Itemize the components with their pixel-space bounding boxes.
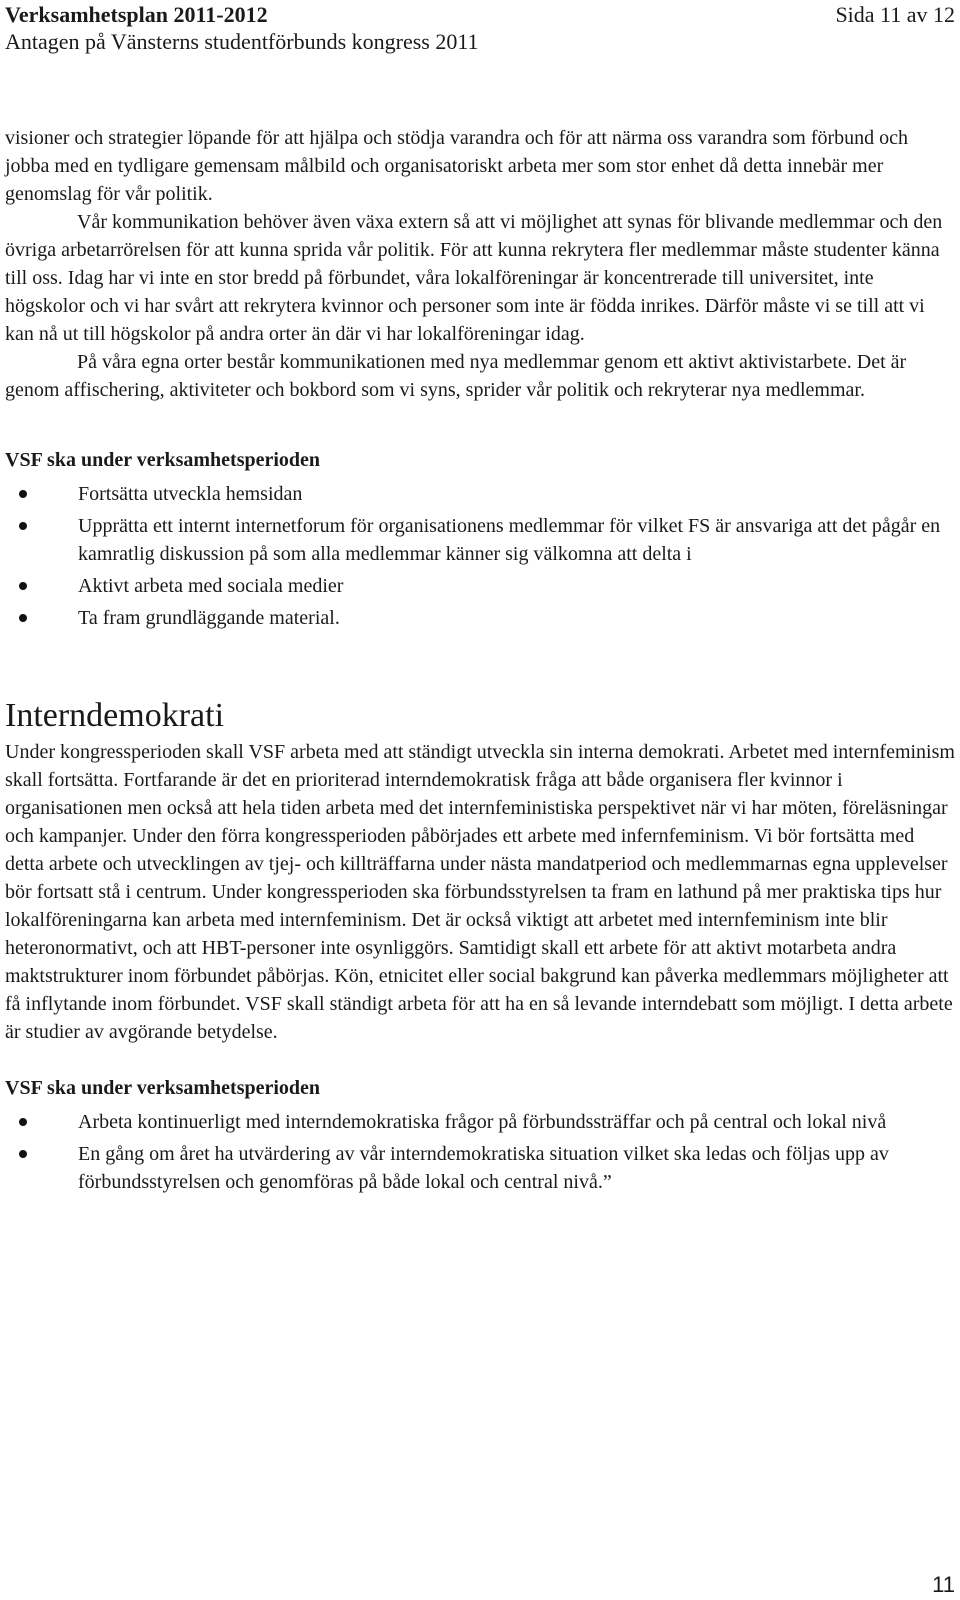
list-item [78,572,957,600]
interndemokrati-paragraph: Under kongressperioden skall VSF arbeta med att ständigt utveckla sin interna demokrati. Arbetet med internfeminism skall fortsätta. Fortfarande är det en prioriterad interndemokratisk fråga att både organisera fler kvinnor i organisationen men också att hela tiden arbeta med det internfeministiska perspektivet när vi har möten, föreläsningar och kampanjer. Under den förra kongressperioden påbörjades ett arbete med infernfeminism. Vi bör fortsätta med detta arbete och utvecklingen av tjej- och killträffarna under nästa mandatperiod och medlemmarnas egna upplevelser bör fortsatt stå i centrum. Under kongressperioden ska förbundsstyrelsen ta fram en lathund på mer praktiska tips hur lokalföreningarna kan arbeta med internfeminism. Det är också viktigt att arbetet med internfeminism inte blir heteronormativt, och att HBT-personer inte osynliggörs. Samtidigt skall ett arbete för att aktivt motarbeta andra maktstrukturer inom förbundet påbörjas. Kön, etnicitet eller social bakgrund kan påverka medlemmars möjligheter att få inflytande inom förbundet. VSF skall ständigt arbeta för att ha en så levande interndebatt som möjligt. I detta arbete är studier av avgörande betydelse. [5,741,955,1043]
list-item-text: En gång om året ha utvärdering av vår interndemokratiska situation vilket ska ledas och följas upp av förbundsstyrelsen och genomföras på både lokal och central nivå.” [78,1143,889,1193]
intro-paragraph-2: Vår kommunikation behöver även växa extern så att vi möjlighet att synas för blivande medlemmar och den övriga arbetarrörelsen för att kunna sprida vår politik. För att kunna rekrytera fler medlemmar måste studenter känna till oss. Idag har vi inte en stor bredd på förbundet, våra lokalföreningar är koncentrerade till universitet, inte högskolor och vi har svårt att rekrytera kvinnor och personer som inte är födda inrikes. Därför måste vi se till att vi kan nå ut till högskolor på andra orter än där vi har lokalföreningar idag. [5,211,943,345]
bullet-icon [19,1150,27,1158]
bullet-icon [19,582,27,590]
list-item [78,1108,957,1136]
bullet-icon [19,1118,27,1126]
page-number: 11 [932,1572,955,1597]
list-item-text: Fortsätta utveckla hemsidan [78,483,303,505]
bullet-icon [19,522,27,530]
vsf-list-1 [5,480,957,632]
list-item-text: Upprätta ett internt internetforum för organisationens medlemmar för vilket FS är ansvariga att det pågår en kamratlig diskussion på som alla medlemmar känner sig välkomna att delta i [78,515,941,565]
list-item-text: Arbeta kontinuerligt med interndemokratiska frågor på förbundssträffar och på central och lokal nivå [78,1111,887,1133]
vsf-list-2 [5,1108,957,1196]
page-content [5,124,957,1200]
page-indicator: Sida 11 av 12 [835,2,955,27]
list-item [78,512,957,568]
list-item [78,480,957,508]
document-subtitle: Antagen på Vänsterns studentförbunds kongress 2011 [5,29,479,54]
intro-paragraph-3: På våra egna orter består kommunikationen med nya medlemmar genom ett aktivt aktivistarbete. Det är genom affischering, aktiviteter och bokbord som vi syns, sprider vår politik och rekryterar nya medlemmar. [5,351,907,401]
bullet-icon [19,614,27,622]
vsf-list-heading-1: VSF ska under verksamhetsperioden [5,449,321,471]
document-title: Verksamhetsplan 2011-2012 [5,2,268,27]
list-item [78,1140,957,1196]
list-item-text: Ta fram grundläggande material. [78,607,340,629]
section-heading-interndemokrati: Interndemokrati [5,697,225,734]
list-item-text: Aktivt arbeta med sociala medier [78,575,344,597]
intro-paragraph-1: visioner och strategier löpande för att hjälpa och stödja varandra och för att närma oss varandra som förbund och jobba med en tydligare gemensam målbild och organisatoriskt arbeta mer som stor enhet då detta innebär mer genomslag för vår politik. [5,127,909,205]
bullet-icon [19,490,27,498]
vsf-list-heading-2: VSF ska under verksamhetsperioden [5,1077,321,1099]
list-item [78,604,957,632]
